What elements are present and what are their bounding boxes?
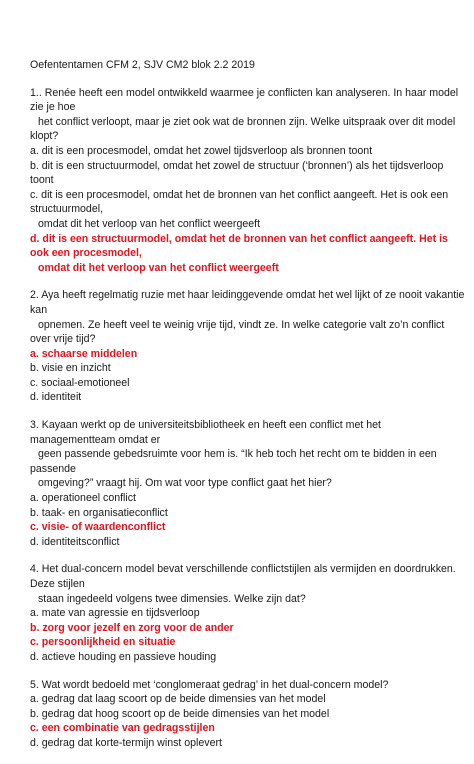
answer-line: b. zorg voor jezelf en zorg voor de ander xyxy=(30,621,234,634)
answer-line: a. schaarse middelen xyxy=(30,347,138,360)
answer-line: c. visie- of waardenconflict xyxy=(30,521,166,534)
question-line: d. identiteitsconflict xyxy=(30,535,120,548)
answer-line: c. een combinatie van gedragsstijlen xyxy=(30,722,215,735)
question-line: c. sociaal-emotioneel xyxy=(30,376,130,389)
question-line: het conflict verloopt, maar je ziet ook wat de bronnen zijn. Welke uitspraak over dit model xyxy=(38,115,456,128)
question-line: b. gedrag dat hoog scoort op de beide dimensies van het model xyxy=(30,707,330,720)
answer-line: ook een procesmodel, xyxy=(30,247,142,260)
question-line: passende xyxy=(30,462,76,475)
question-line: b. dit is een structuurmodel, omdat het zowel de structuur (‘bronnen’) als het tijdsverloop xyxy=(30,159,444,172)
question-line: omdat dit het verloop van het conflict weergeeft xyxy=(38,217,261,230)
question-line: a. dit is een procesmodel, omdat het zowel tijdsverloop als bronnen toont xyxy=(30,144,373,157)
question-line: c. dit is een procesmodel, omdat het de bronnen van het conflict aangeeft. Het is ook een xyxy=(30,188,449,201)
question-4 xyxy=(30,562,456,664)
document-title: Oefententamen CFM 2, SJV CM2 blok 2.2 2019 xyxy=(30,59,255,71)
question-line: Deze stijlen xyxy=(30,578,85,590)
question-5 xyxy=(30,678,450,751)
question-line: a. gedrag dat laag scoort op de beide dimensies van het model xyxy=(30,693,326,706)
question-line: 4. Het dual-concern model bevat verschillende conflictstijlen als vermijden en doordrukken. xyxy=(30,563,456,576)
question-line: structuurmodel, xyxy=(30,203,104,216)
question-line: 3. Kayaan werkt op de universiteitsbibliotheek en heeft een conflict met het xyxy=(30,419,381,432)
question-line: geen passende gebedsruimte voor hem is. “Ik heb toch het recht om te bidden in een xyxy=(38,448,437,461)
answer-line: c. persoonlijkheid en situatie xyxy=(30,636,176,649)
question-3 xyxy=(30,418,450,549)
question-line: d. identiteit xyxy=(30,391,82,404)
question-line: b. visie en inzicht xyxy=(30,362,111,375)
answer-line: omdat dit het verloop van het conflict weergeeft xyxy=(38,261,279,274)
question-line: over vrije tijd? xyxy=(30,333,96,346)
question-line: d. actieve houding en passieve houding xyxy=(30,650,217,663)
question-line: b. taak- en organisatieconflict xyxy=(30,506,168,519)
question-line: klopt? xyxy=(30,130,59,143)
document-page xyxy=(30,58,465,764)
question-line: 5. Wat wordt bedoeld met ‘conglomeraat gedrag’ in het dual-concern model? xyxy=(30,678,389,691)
question-line: a. operationeel conflict xyxy=(30,492,137,505)
question-line: omgeving?” vraagt hij. Om wat voor type conflict gaat het hier? xyxy=(38,477,332,490)
question-line: kan xyxy=(30,303,48,316)
question-line: opnemen. Ze heeft veel te weinig vrije tijd, vindt ze. In welke categorie valt zo’n conflict xyxy=(38,318,445,331)
question-line: toont xyxy=(30,174,54,187)
answer-line: d. dit is een structuurmodel, omdat het de bronnen van het conflict aangeeft. Het is xyxy=(30,232,448,245)
question-line: 1.. Renée heeft een model ontwikkeld waarmee je conflicten kan analyseren. In haar model xyxy=(30,86,459,99)
question-line: 2. Aya heeft regelmatig ruzie met haar leidinggevende omdat het wel lijkt of ze nooit vakantie xyxy=(30,289,465,302)
question-line: d. gedrag dat korte-termijn winst oplevert xyxy=(30,736,222,749)
question-2 xyxy=(30,288,465,405)
question-line: managementteam omdat er xyxy=(30,433,161,446)
question-line: zie je hoe xyxy=(30,101,76,114)
question-list xyxy=(30,86,465,751)
question-line: a. mate van agressie en tijdsverloop xyxy=(30,607,200,620)
question-1 xyxy=(30,86,459,276)
question-line: staan ingedeeld volgens twee dimensies. Welke zijn dat? xyxy=(38,592,306,605)
